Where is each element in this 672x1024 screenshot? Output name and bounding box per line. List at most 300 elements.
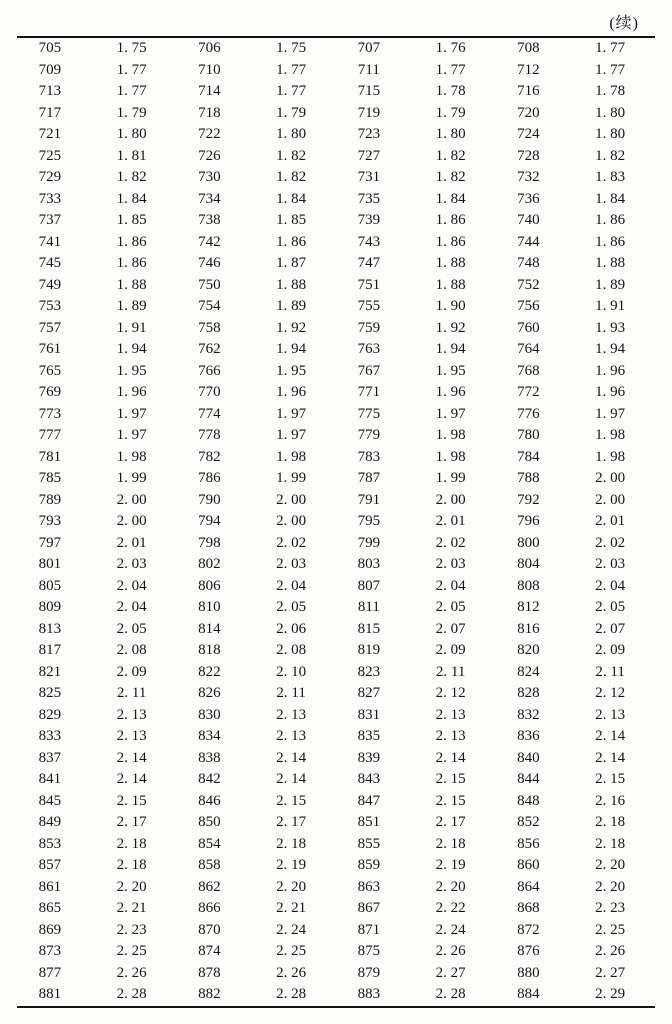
cell-index: 775 xyxy=(357,405,381,422)
cell-value: 2. 13 xyxy=(276,728,307,745)
cell-index: 803 xyxy=(357,556,381,573)
cell-index: 777 xyxy=(38,427,62,444)
cell-index: 744 xyxy=(517,233,540,250)
table-row xyxy=(17,253,655,275)
cell-index: 861 xyxy=(38,878,62,895)
cell-index: 755 xyxy=(357,298,381,315)
cell-index: 820 xyxy=(517,642,540,659)
cell-index: 862 xyxy=(198,878,221,895)
cell-index: 879 xyxy=(357,964,381,981)
cell-index: 743 xyxy=(357,233,381,250)
cell-value: 1. 81 xyxy=(116,147,147,164)
cell-value: 1. 77 xyxy=(116,83,147,100)
cell-index: 718 xyxy=(198,104,221,121)
cell-index: 751 xyxy=(357,276,381,293)
cell-index: 774 xyxy=(198,405,221,422)
cell-index: 839 xyxy=(357,749,381,766)
cell-value: 1. 77 xyxy=(435,61,466,78)
cell-index: 745 xyxy=(38,255,62,272)
cell-index: 869 xyxy=(38,921,62,938)
table-row xyxy=(17,619,655,641)
cell-index: 721 xyxy=(38,126,62,143)
cell-index: 878 xyxy=(198,964,221,981)
cell-value: 2. 22 xyxy=(435,900,466,917)
cell-value: 1. 97 xyxy=(595,405,626,422)
cell-index: 806 xyxy=(198,577,221,594)
cell-index: 829 xyxy=(38,706,62,723)
cell-index: 763 xyxy=(357,341,381,358)
cell-value: 2. 04 xyxy=(435,577,466,594)
cell-index: 836 xyxy=(517,728,540,745)
cell-index: 706 xyxy=(198,40,221,57)
cell-value: 2. 17 xyxy=(116,814,147,831)
cell-value: 2. 11 xyxy=(435,663,466,680)
cell-value: 1. 82 xyxy=(435,169,466,186)
cell-value: 1. 98 xyxy=(435,427,466,444)
cell-index: 788 xyxy=(517,470,540,487)
cell-value: 1. 92 xyxy=(276,319,307,336)
cell-value: 2. 16 xyxy=(595,792,626,809)
cell-value: 2. 18 xyxy=(116,835,147,852)
cell-index: 785 xyxy=(38,470,62,487)
cell-index: 766 xyxy=(198,362,221,379)
cell-value: 2. 02 xyxy=(595,534,626,551)
table-body xyxy=(17,37,655,1007)
table-row xyxy=(17,382,655,404)
cell-value: 1. 77 xyxy=(116,61,147,78)
cell-index: 713 xyxy=(38,83,62,100)
cell-index: 790 xyxy=(198,491,221,508)
cell-index: 884 xyxy=(517,986,540,1003)
cell-index: 764 xyxy=(517,341,540,358)
table-row xyxy=(17,576,655,598)
cell-value: 1. 85 xyxy=(116,212,147,229)
cell-value: 2. 25 xyxy=(116,943,147,960)
cell-value: 2. 00 xyxy=(116,491,147,508)
cell-index: 769 xyxy=(38,384,62,401)
cell-index: 876 xyxy=(517,943,540,960)
cell-value: 2. 14 xyxy=(595,749,626,766)
table-row xyxy=(17,404,655,426)
cell-value: 1. 89 xyxy=(276,298,307,315)
cell-value: 2. 26 xyxy=(595,943,626,960)
cell-index: 874 xyxy=(198,943,221,960)
cell-value: 2. 13 xyxy=(116,706,147,723)
table-row xyxy=(17,425,655,447)
cell-index: 843 xyxy=(357,771,381,788)
cell-value: 1. 96 xyxy=(276,384,307,401)
cell-index: 756 xyxy=(517,298,540,315)
cell-index: 708 xyxy=(517,40,540,57)
cell-value: 1. 96 xyxy=(595,384,626,401)
cell-value: 1. 84 xyxy=(435,190,466,207)
cell-index: 750 xyxy=(198,276,221,293)
cell-value: 1. 82 xyxy=(435,147,466,164)
cell-index: 863 xyxy=(357,878,381,895)
cell-value: 1. 91 xyxy=(116,319,147,336)
cell-value: 2. 01 xyxy=(116,534,147,551)
cell-value: 1. 93 xyxy=(595,319,626,336)
cell-value: 2. 20 xyxy=(595,857,626,874)
cell-value: 1. 86 xyxy=(595,233,626,250)
cell-value: 2. 05 xyxy=(435,599,466,616)
cell-value: 2. 12 xyxy=(435,685,466,702)
table-row xyxy=(17,834,655,856)
table-row xyxy=(17,189,655,211)
cell-value: 2. 03 xyxy=(116,556,147,573)
table-row xyxy=(17,812,655,834)
cell-value: 2. 23 xyxy=(595,900,626,917)
cell-value: 1. 86 xyxy=(116,255,147,272)
cell-value: 2. 24 xyxy=(276,921,307,938)
cell-index: 852 xyxy=(517,814,540,831)
cell-value: 1. 99 xyxy=(116,470,147,487)
cell-value: 2. 29 xyxy=(595,986,626,1003)
table-row xyxy=(17,146,655,168)
table-row xyxy=(17,941,655,963)
cell-index: 818 xyxy=(198,642,221,659)
cell-index: 776 xyxy=(517,405,540,422)
cell-index: 870 xyxy=(198,921,221,938)
cell-index: 859 xyxy=(357,857,381,874)
cell-index: 808 xyxy=(517,577,540,594)
cell-index: 826 xyxy=(198,685,221,702)
cell-value: 2. 18 xyxy=(595,835,626,852)
cell-index: 717 xyxy=(38,104,62,121)
cell-index: 860 xyxy=(517,857,540,874)
cell-index: 824 xyxy=(517,663,540,680)
cell-value: 2. 05 xyxy=(116,620,147,637)
cell-value: 1. 89 xyxy=(595,276,626,293)
cell-index: 793 xyxy=(38,513,62,530)
cell-index: 742 xyxy=(198,233,221,250)
table-row xyxy=(17,361,655,383)
cell-value: 1. 82 xyxy=(276,169,307,186)
cell-value: 2. 07 xyxy=(595,620,626,637)
cell-value: 1. 85 xyxy=(276,212,307,229)
cell-value: 2. 04 xyxy=(276,577,307,594)
cell-value: 1. 97 xyxy=(116,405,147,422)
cell-value: 2. 15 xyxy=(435,792,466,809)
cell-index: 761 xyxy=(38,341,62,358)
cell-index: 796 xyxy=(517,513,540,530)
cell-value: 1. 79 xyxy=(116,104,147,121)
cell-index: 810 xyxy=(198,599,221,616)
cell-value: 2. 25 xyxy=(595,921,626,938)
cell-index: 778 xyxy=(198,427,221,444)
cell-index: 811 xyxy=(357,599,380,616)
cell-value: 2. 27 xyxy=(435,964,466,981)
table-row xyxy=(17,210,655,232)
cell-value: 1. 98 xyxy=(595,427,626,444)
cell-index: 837 xyxy=(38,749,62,766)
cell-index: 827 xyxy=(357,685,381,702)
cell-value: 2. 14 xyxy=(116,771,147,788)
cell-index: 865 xyxy=(38,900,62,917)
cell-index: 711 xyxy=(357,61,380,78)
cell-index: 709 xyxy=(38,61,62,78)
cell-index: 786 xyxy=(198,470,221,487)
cell-index: 758 xyxy=(198,319,221,336)
cell-index: 858 xyxy=(198,857,221,874)
cell-value: 1. 80 xyxy=(276,126,307,143)
table-row xyxy=(17,103,655,125)
cell-value: 1. 88 xyxy=(435,276,466,293)
table-row xyxy=(17,855,655,877)
cell-index: 825 xyxy=(38,685,62,702)
cell-index: 731 xyxy=(357,169,381,186)
cell-index: 866 xyxy=(198,900,221,917)
cell-value: 2. 21 xyxy=(276,900,307,917)
cell-index: 794 xyxy=(198,513,221,530)
cell-index: 822 xyxy=(198,663,221,680)
cell-value: 1. 80 xyxy=(435,126,466,143)
cell-index: 851 xyxy=(357,814,381,831)
cell-value: 2. 28 xyxy=(435,986,466,1003)
cell-value: 2. 09 xyxy=(435,642,466,659)
cell-value: 1. 76 xyxy=(435,40,466,57)
cell-value: 1. 78 xyxy=(595,83,626,100)
cell-value: 1. 82 xyxy=(116,169,147,186)
cell-index: 841 xyxy=(38,771,62,788)
cell-value: 1. 99 xyxy=(435,470,466,487)
cell-value: 1. 98 xyxy=(116,448,147,465)
cell-value: 1. 91 xyxy=(595,298,626,315)
cell-value: 2. 14 xyxy=(276,771,307,788)
cell-value: 2. 28 xyxy=(276,986,307,1003)
cell-index: 724 xyxy=(517,126,540,143)
cell-value: 2. 17 xyxy=(435,814,466,831)
cell-index: 850 xyxy=(198,814,221,831)
cell-value: 1. 94 xyxy=(276,341,307,358)
cell-value: 1. 94 xyxy=(116,341,147,358)
cell-index: 880 xyxy=(517,964,540,981)
cell-index: 875 xyxy=(357,943,381,960)
cell-value: 1. 88 xyxy=(595,255,626,272)
cell-value: 2. 23 xyxy=(116,921,147,938)
cell-value: 1. 78 xyxy=(435,83,466,100)
cell-index: 759 xyxy=(357,319,381,336)
cell-index: 738 xyxy=(198,212,221,229)
cell-value: 2. 08 xyxy=(116,642,147,659)
cell-index: 712 xyxy=(517,61,540,78)
cell-index: 732 xyxy=(517,169,540,186)
cell-value: 1. 99 xyxy=(276,470,307,487)
cell-value: 2. 20 xyxy=(595,878,626,895)
cell-index: 716 xyxy=(517,83,540,100)
cell-index: 715 xyxy=(357,83,381,100)
cell-value: 2. 05 xyxy=(595,599,626,616)
cell-index: 805 xyxy=(38,577,62,594)
cell-value: 1. 86 xyxy=(276,233,307,250)
cell-index: 726 xyxy=(198,147,221,164)
cell-index: 780 xyxy=(517,427,540,444)
cell-index: 832 xyxy=(517,706,540,723)
cell-index: 748 xyxy=(517,255,540,272)
cell-index: 846 xyxy=(198,792,221,809)
table-row xyxy=(17,877,655,899)
cell-index: 714 xyxy=(198,83,221,100)
table-row xyxy=(17,37,655,60)
cell-index: 817 xyxy=(38,642,62,659)
cell-index: 707 xyxy=(357,40,381,57)
cell-index: 787 xyxy=(357,470,381,487)
cell-value: 1. 87 xyxy=(276,255,307,272)
continued-label: (续) xyxy=(609,15,639,32)
cell-value: 2. 24 xyxy=(435,921,466,938)
cell-index: 853 xyxy=(38,835,62,852)
cell-index: 812 xyxy=(517,599,540,616)
cell-value: 2. 02 xyxy=(435,534,466,551)
table-row xyxy=(17,81,655,103)
cell-value: 1. 80 xyxy=(595,126,626,143)
table-row xyxy=(17,898,655,920)
cell-value: 2. 05 xyxy=(276,599,307,616)
cell-index: 816 xyxy=(517,620,540,637)
cell-value: 2. 11 xyxy=(116,685,147,702)
cell-index: 844 xyxy=(517,771,540,788)
cell-value: 1. 95 xyxy=(435,362,466,379)
cell-index: 804 xyxy=(517,556,540,573)
cell-index: 868 xyxy=(517,900,540,917)
cell-index: 730 xyxy=(198,169,221,186)
cell-value: 1. 75 xyxy=(116,40,147,57)
table-row xyxy=(17,791,655,813)
cell-index: 842 xyxy=(198,771,221,788)
cell-value: 2. 18 xyxy=(435,835,466,852)
data-table xyxy=(17,36,655,1008)
cell-value: 1. 79 xyxy=(435,104,466,121)
cell-index: 830 xyxy=(198,706,221,723)
cell-index: 801 xyxy=(38,556,62,573)
table-row xyxy=(17,726,655,748)
table-row xyxy=(17,920,655,942)
cell-index: 739 xyxy=(357,212,381,229)
cell-value: 2. 14 xyxy=(116,749,147,766)
cell-index: 813 xyxy=(38,620,62,637)
cell-value: 2. 17 xyxy=(276,814,307,831)
cell-index: 762 xyxy=(198,341,221,358)
cell-index: 883 xyxy=(357,986,381,1003)
cell-index: 798 xyxy=(198,534,221,551)
cell-value: 2. 00 xyxy=(116,513,147,530)
cell-value: 2. 20 xyxy=(116,878,147,895)
cell-index: 749 xyxy=(38,276,62,293)
cell-index: 871 xyxy=(357,921,381,938)
cell-value: 2. 28 xyxy=(116,986,147,1003)
cell-index: 814 xyxy=(198,620,221,637)
table-row xyxy=(17,963,655,985)
cell-index: 784 xyxy=(517,448,540,465)
cell-value: 2. 18 xyxy=(595,814,626,831)
cell-value: 1. 90 xyxy=(435,298,466,315)
cell-value: 2. 03 xyxy=(276,556,307,573)
cell-index: 727 xyxy=(357,147,381,164)
cell-index: 821 xyxy=(38,663,62,680)
table-wrapper xyxy=(17,36,655,1008)
table-row xyxy=(17,683,655,705)
cell-value: 2. 15 xyxy=(435,771,466,788)
cell-value: 1. 95 xyxy=(276,362,307,379)
cell-value: 1. 77 xyxy=(595,40,626,57)
table-row xyxy=(17,769,655,791)
cell-value: 1. 86 xyxy=(116,233,147,250)
cell-value: 1. 80 xyxy=(116,126,147,143)
cell-index: 807 xyxy=(357,577,381,594)
cell-value: 2. 19 xyxy=(276,857,307,874)
table-row xyxy=(17,60,655,82)
cell-index: 710 xyxy=(198,61,221,78)
cell-value: 1. 89 xyxy=(116,298,147,315)
cell-value: 1. 88 xyxy=(116,276,147,293)
cell-index: 848 xyxy=(517,792,540,809)
cell-value: 2. 03 xyxy=(435,556,466,573)
cell-index: 725 xyxy=(38,147,62,164)
cell-value: 1. 97 xyxy=(276,405,307,422)
cell-value: 1. 97 xyxy=(116,427,147,444)
cell-value: 2. 12 xyxy=(595,685,626,702)
cell-value: 1. 82 xyxy=(595,147,626,164)
cell-value: 2. 26 xyxy=(435,943,466,960)
cell-value: 1. 84 xyxy=(276,190,307,207)
cell-index: 847 xyxy=(357,792,381,809)
cell-value: 2. 13 xyxy=(435,728,466,745)
cell-value: 1. 98 xyxy=(595,448,626,465)
cell-value: 2. 04 xyxy=(116,577,147,594)
cell-value: 2. 18 xyxy=(276,835,307,852)
cell-value: 2. 04 xyxy=(116,599,147,616)
cell-value: 1. 77 xyxy=(276,83,307,100)
cell-index: 815 xyxy=(357,620,381,637)
cell-value: 2. 10 xyxy=(276,663,307,680)
cell-index: 849 xyxy=(38,814,62,831)
cell-value: 2. 15 xyxy=(116,792,147,809)
cell-value: 1. 96 xyxy=(595,362,626,379)
table-row xyxy=(17,318,655,340)
cell-value: 1. 84 xyxy=(116,190,147,207)
cell-value: 2. 06 xyxy=(276,620,307,637)
cell-value: 2. 25 xyxy=(276,943,307,960)
cell-value: 2. 19 xyxy=(435,857,466,874)
cell-index: 773 xyxy=(38,405,62,422)
cell-index: 740 xyxy=(517,212,540,229)
table-row xyxy=(17,447,655,469)
cell-index: 831 xyxy=(357,706,381,723)
cell-index: 747 xyxy=(357,255,381,272)
cell-index: 872 xyxy=(517,921,540,938)
cell-value: 2. 01 xyxy=(435,513,466,530)
table-row xyxy=(17,339,655,361)
cell-value: 1. 94 xyxy=(595,341,626,358)
cell-value: 2. 13 xyxy=(435,706,466,723)
cell-value: 2. 14 xyxy=(435,749,466,766)
cell-index: 838 xyxy=(198,749,221,766)
table-row xyxy=(17,554,655,576)
cell-value: 1. 95 xyxy=(116,362,147,379)
cell-value: 2. 00 xyxy=(435,491,466,508)
cell-index: 765 xyxy=(38,362,62,379)
table-row xyxy=(17,597,655,619)
table-row xyxy=(17,468,655,490)
cell-index: 854 xyxy=(198,835,221,852)
cell-index: 791 xyxy=(357,491,381,508)
cell-index: 771 xyxy=(357,384,381,401)
table-row xyxy=(17,662,655,684)
cell-index: 768 xyxy=(517,362,540,379)
cell-value: 2. 02 xyxy=(276,534,307,551)
cell-value: 2. 04 xyxy=(595,577,626,594)
cell-value: 2. 07 xyxy=(435,620,466,637)
